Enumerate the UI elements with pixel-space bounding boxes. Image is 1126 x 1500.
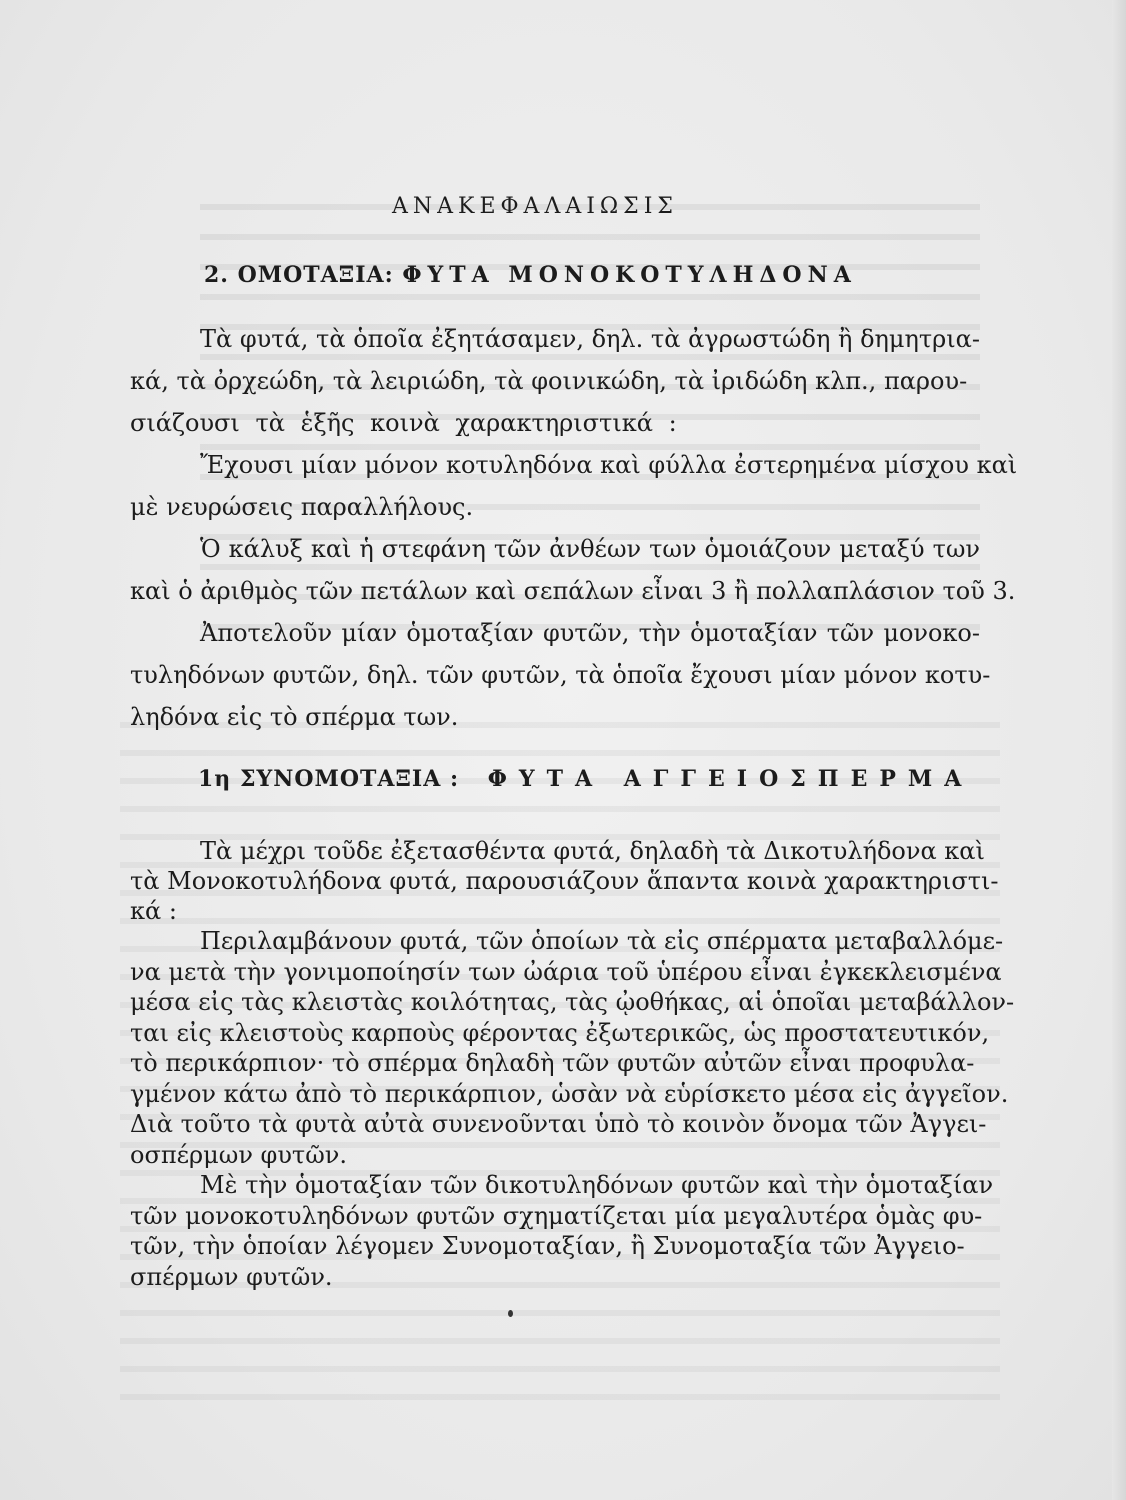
page-title: ΑΝΑΚΕΦΑΛΑΙΩΣΙΣ (392, 194, 678, 219)
text-line: Διὰ τοῦτο τὰ φυτὰ αὐτὰ συνενοῦνται ὑπὸ τὸ κοινὸν ὄνομα τῶν Ἀγγει- (130, 1110, 987, 1138)
text-line: σιάζουσι τὰ ἑξῆς κοινὰ χαρακτηριστικά : (130, 409, 677, 437)
page-edge-shadow (1112, 0, 1126, 1500)
text-line: σπέρμων φυτῶν. (130, 1263, 333, 1291)
section-heading-1 (204, 260, 857, 290)
text-line: Μὲ τὴν ὁμοταξίαν τῶν δικοτυληδόνων φυτῶν καὶ τὴν ὁμοταξίαν (200, 1171, 994, 1199)
text-line: γμένον κάτω ἀπὸ τὸ περικάρπιον, ὡσὰν νὰ εὑρίσκετο μέσα εἰς ἀγγεῖον. (130, 1080, 1009, 1108)
text-line: Ἀποτελοῦν μίαν ὁμοταξίαν φυτῶν, τὴν ὁμοταξίαν τῶν μονοκο- (200, 619, 980, 647)
text-line: τὰ Μονοκοτυλήδονα φυτά, παρουσιάζουν ἅπαντα κοινὰ χαρακτηριστι- (130, 867, 999, 895)
section-heading-2 (198, 764, 973, 794)
text-line: τὸ περικάρπιον· τὸ σπέρμα δηλαδὴ τῶν φυτῶν αὐτῶν εἶναι προφυλα- (130, 1049, 975, 1077)
text-line: κά, τὰ ὀρχεώδη, τὰ λειριώδη, τὰ φοινικώδη, τὰ ἰριδώδη κλπ., παρου- (130, 367, 968, 395)
text-line: Ἔχουσι μίαν μόνον κοτυληδόνα καὶ φύλλα ἐστερημένα μίσχου καὶ (200, 451, 1018, 479)
text-line: μέσα εἰς τὰς κλειστὰς κοιλότητας, τὰς ᾠοθήκας, αἱ ὁποῖαι μεταβάλλον- (130, 988, 1015, 1016)
section-heading-1-prefix: 2. ΟΜΟΤΑΞΙΑ: (204, 262, 394, 288)
text-line: Τὰ μέχρι τοῦδε ἐξετασθέντα φυτά, δηλαδὴ τὰ Δικοτυλήδονα καὶ (200, 837, 985, 865)
ink-speck (508, 1310, 513, 1317)
text-line: τυληδόνων φυτῶν, δηλ. τῶν φυτῶν, τὰ ὁποῖα ἔχουσι μίαν μόνον κοτυ- (130, 661, 991, 689)
text-line: τῶν μονοκοτυληδόνων φυτῶν σχηματίζεται μία μεγαλυτέρα ὁμὰς φυ- (130, 1202, 983, 1230)
section-heading-2-prefix: 1η ΣΥΝΟΜΟΤΑΞΙΑ : (198, 766, 460, 792)
text-line: καὶ ὁ ἀριθμὸς τῶν πετάλων καὶ σεπάλων εἶναι 3 ἢ πολλαπλάσιον τοῦ 3. (130, 577, 1016, 605)
text-line: να μετὰ τὴν γονιμοποίησίν των ὠάρια τοῦ ὑπέρου εἶναι ἐγκεκλεισμένα (130, 958, 1002, 986)
text-line: μὲ νευρώσεις παραλλήλους. (130, 493, 474, 521)
text-line: κά : (130, 897, 177, 925)
text-line: Ὁ κάλυξ καὶ ἡ στεφάνη τῶν ἀνθέων των ὁμοιάζουν μεταξύ των (200, 535, 980, 563)
text-line: οσπέρμων φυτῶν. (130, 1141, 347, 1169)
section-heading-1-main: ΦΥΤΑ ΜΟΝΟΚΟΤΥΛΗΔΟΝΑ (402, 262, 857, 288)
section-heading-2-main: ΦΥΤΑ ΑΓΓΕΙΟΣΠΕΡΜΑ (487, 766, 974, 792)
text-line: Περιλαμβάνουν φυτά, τῶν ὁποίων τὰ εἰς σπέρματα μεταβαλλόμε- (200, 927, 1004, 955)
text-line: τῶν, τὴν ὁποίαν λέγομεν Συνομοταξίαν, ἢ Συνομοταξία τῶν Ἀγγειο- (130, 1232, 965, 1260)
text-line: Τὰ φυτά, τὰ ὁποῖα ἐξητάσαμεν, δηλ. τὰ ἀγρωστώδη ἢ δημητρια- (200, 325, 980, 353)
text-line: ληδόνα εἰς τὸ σπέρμα των. (130, 703, 459, 731)
text-line: ται εἰς κλειστοὺς καρποὺς φέροντας ἐξωτερικῶς, ὡς προστατευτικόν, (130, 1019, 990, 1047)
